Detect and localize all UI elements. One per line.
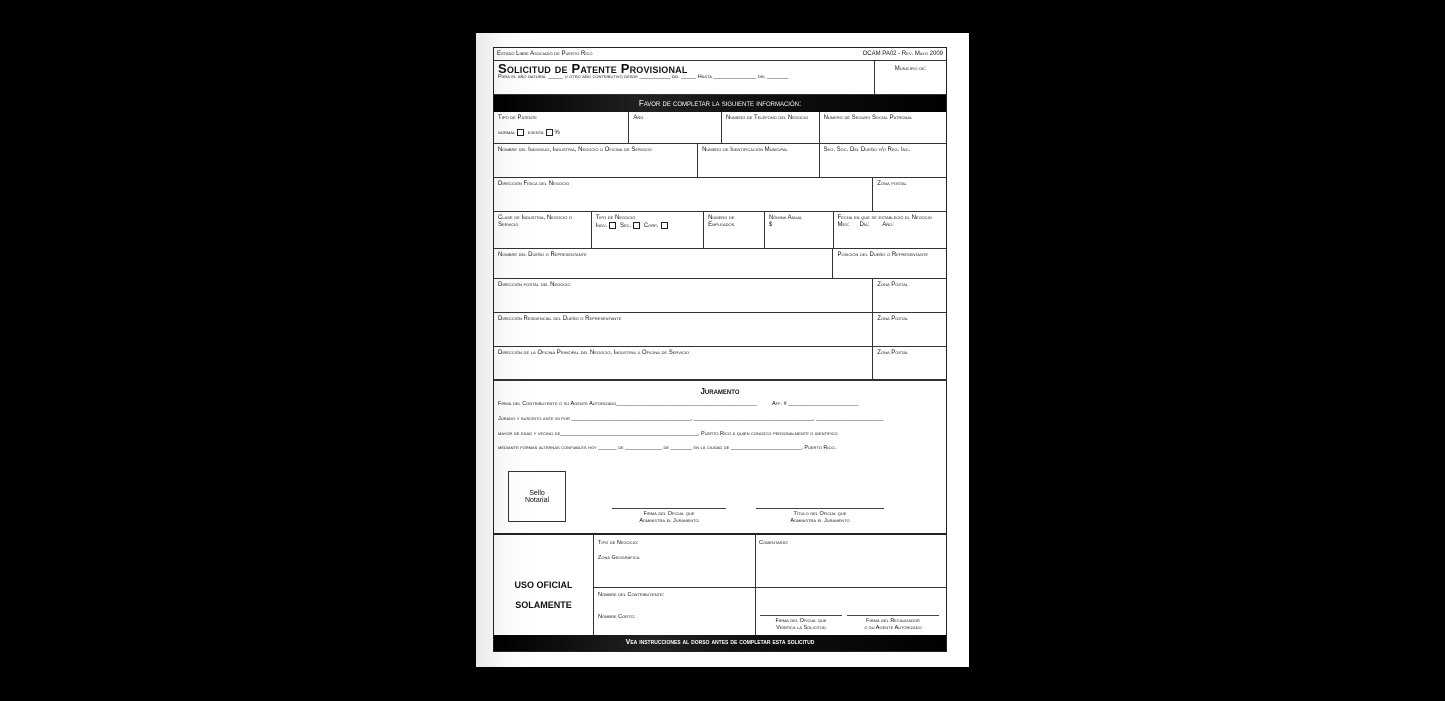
form-page: [476, 33, 969, 667]
field-direccion-oficina[interactable]: [494, 347, 873, 379]
label-ano-fecha: Año:: [882, 222, 895, 228]
field-zona-postal-3[interactable]: [873, 313, 946, 346]
oath-line-resident[interactable]: mayor de edad y vecino de_____________________________________________, Puerto Rico a quien conozco personalmente o identifico: [498, 431, 838, 437]
label-zona-geografica: Zona Geográfica: [598, 555, 640, 561]
label-ano: Año: [633, 115, 644, 121]
label-nombre-contribuyente: Nombre del Contribuyente:: [598, 592, 665, 598]
oath-section: [494, 381, 946, 535]
row-business-details: [494, 212, 946, 249]
row-residential-address: [494, 313, 946, 347]
field-ano[interactable]: [629, 112, 722, 143]
checkbox-corp[interactable]: [661, 222, 668, 229]
checkbox-exenta[interactable]: [546, 129, 553, 136]
oath-line-date[interactable]: mediante formas alternas confiables hoy ______ de ____________ de _______ en la ciudad de _______________________, Puerto Rico.: [498, 445, 836, 451]
label-seguro-social-patronal: Número de Seguro Social Patronal: [823, 115, 913, 121]
label-tipo-negocio-oficial: Tipo de Negocio:: [598, 540, 639, 546]
sig1-label-line1: Firma del Oficial que: [643, 511, 695, 517]
field-clase-industria[interactable]: [494, 212, 592, 248]
municipio-label[interactable]: Municipio de:: [894, 66, 927, 72]
field-fecha-establecio[interactable]: [834, 212, 946, 248]
firma-recaudador-line2: o su Agente Autorizado: [864, 625, 922, 631]
signature-collector[interactable]: [847, 615, 939, 632]
label-posicion-dueno: Posición del Dueño o Representante: [837, 252, 929, 258]
sig2-label-line2: Administra el Juramento: [790, 518, 850, 524]
field-nombre-dueno[interactable]: [494, 249, 833, 278]
row-patent-type: [494, 112, 946, 144]
notary-seal-label: Sello Notarial: [524, 489, 550, 504]
field-zona-postal-2[interactable]: [873, 279, 946, 312]
checkbox-indv[interactable]: [609, 222, 616, 229]
label-normal: normal: [498, 130, 516, 137]
firma-recaudador-line1: Firma del Recaudador: [866, 618, 920, 624]
row-postal-address: [494, 279, 946, 313]
field-posicion-dueno[interactable]: [833, 249, 946, 278]
row-business-name: [494, 144, 946, 178]
field-tipo-negocio-oficial[interactable]: [594, 535, 756, 588]
label-mes: Mes:: [837, 222, 850, 228]
label-dia: Día:: [859, 222, 870, 228]
label-zona-postal-3: Zona Postal: [877, 316, 909, 322]
label-direccion-postal: Dirección postal del Negocio: [498, 282, 571, 288]
patent-application-form: [493, 47, 947, 652]
sig2-label-line1: Título del Oficial que: [793, 511, 847, 517]
field-seguro-social-patronal[interactable]: [820, 112, 946, 143]
field-comentario[interactable]: [755, 535, 946, 588]
label-nombre-dueno: Nombre del Dueño o Representante: [498, 252, 587, 258]
label-zona-postal-2: Zona Postal: [877, 282, 909, 288]
agency-label: Estado Libre Asociado de Puerto Rico: [497, 51, 593, 57]
oath-line-signature[interactable]: Firma del Contribuyente o su Agente Autorizado______________________________________________ Aff. # _______________________: [498, 401, 859, 407]
label-direccion-oficina: Dirección de la Oficina Principal del Negocio, Industria u Oficina de Servicio: [498, 350, 690, 356]
label-clase-industria: Clase de Industria, Negocio o Servicio: [498, 215, 573, 228]
label-tipo-patente: Tipo de Patente: [498, 115, 537, 121]
firma-oficial-line1: Firma del Oficial que: [775, 618, 827, 624]
label-fecha-establecio: Fecha en que se estableció el Negocio: [837, 215, 932, 221]
label-exenta: exenta: [527, 130, 544, 137]
label-zona-postal-4: Zona Postal: [877, 350, 909, 356]
checkbox-sec[interactable]: [633, 222, 640, 229]
solamente-label: SOLAMENTE: [515, 600, 572, 610]
instructions-footer-banner: Vea instrucciones al dorso antes de completar esta solicitud: [494, 635, 946, 651]
field-nombre-contribuyente[interactable]: [594, 587, 756, 635]
field-direccion-residencial[interactable]: [494, 313, 873, 346]
field-nomina-anual[interactable]: [765, 212, 834, 248]
checkbox-normal[interactable]: [517, 129, 524, 136]
label-comentario: Comentario:: [759, 540, 789, 546]
label-nomina-anual: Nómina Anual: [768, 215, 803, 221]
sig1-label-line2: Administra el Juramento: [639, 518, 699, 524]
firma-oficial-line2: Verifica la Solicitud: [776, 625, 826, 631]
label-sec: Sec.: [620, 223, 632, 230]
label-nombre-corto: Nombre Corto:: [598, 614, 636, 620]
signature-official-administering[interactable]: [612, 508, 726, 525]
field-seg-soc-dueno[interactable]: [820, 144, 946, 177]
label-seg-soc-dueno: Seg. Soc. Del Dueño y/o Reg. Inc.: [823, 147, 911, 153]
form-title: Solicitud de Patente Provisional: [498, 61, 688, 76]
field-direccion-fisica[interactable]: [494, 178, 873, 211]
label-percent: %: [554, 130, 560, 137]
field-nombre-individuo[interactable]: [494, 144, 698, 177]
label-nombre-individuo: Nombre del Individuo, Industria, Negocio u Oficina de Servicio: [498, 147, 652, 153]
oath-title: Juramento: [700, 387, 740, 396]
label-id-municipal: Número de Identificación Municipal: [702, 147, 788, 153]
tax-year-line[interactable]: Para el año natural _____ u otro año contributivo desde __________ del _____ Hasta ______________ del _______: [498, 74, 789, 80]
label-dollar: $: [768, 222, 773, 228]
title-official-administering[interactable]: [756, 508, 884, 525]
official-use-label: [494, 535, 594, 635]
oath-line-sworn[interactable]: Jurado y suscrito ante mi por _______________________________________, _______________________________________, ______________________: [498, 416, 884, 422]
label-indv: Indv.: [595, 223, 608, 230]
label-direccion-residencial: Dirección Residencial del Dueño o Representante: [498, 316, 622, 322]
label-tipo-negocio: Tipo de Negocio: [595, 215, 636, 221]
row-physical-address: [494, 178, 946, 212]
field-direccion-postal[interactable]: [494, 279, 873, 312]
form-top-line: [494, 48, 946, 61]
label-num-empleados: Número de Empleados: [708, 215, 735, 228]
uso-oficial-label: USO OFICIAL: [514, 580, 573, 590]
notary-seal-box: [508, 471, 566, 522]
field-zona-postal-4[interactable]: [873, 347, 946, 379]
instructions-banner: Favor de completar la siguiente información:: [494, 95, 946, 112]
form-code: OCAM PA02 - Rev. Mayo 2009: [862, 51, 943, 57]
row-owner: [494, 249, 946, 279]
field-num-empleados[interactable]: [704, 212, 765, 248]
title-row: [494, 61, 946, 95]
label-corp: Corp.: [643, 223, 659, 230]
field-telefono[interactable]: [722, 112, 820, 143]
field-id-municipal[interactable]: [698, 144, 819, 177]
label-telefono: Número de Teléfono del Negocio: [725, 115, 809, 121]
row-main-office-address: [494, 347, 946, 381]
official-use-section: [494, 535, 946, 635]
label-zona-postal-1: Zona postal: [877, 181, 907, 187]
label-direccion-fisica: Dirección Física del Negocio: [498, 181, 570, 187]
field-zona-postal-1[interactable]: [873, 178, 946, 211]
signature-verifying-official[interactable]: [760, 615, 842, 632]
